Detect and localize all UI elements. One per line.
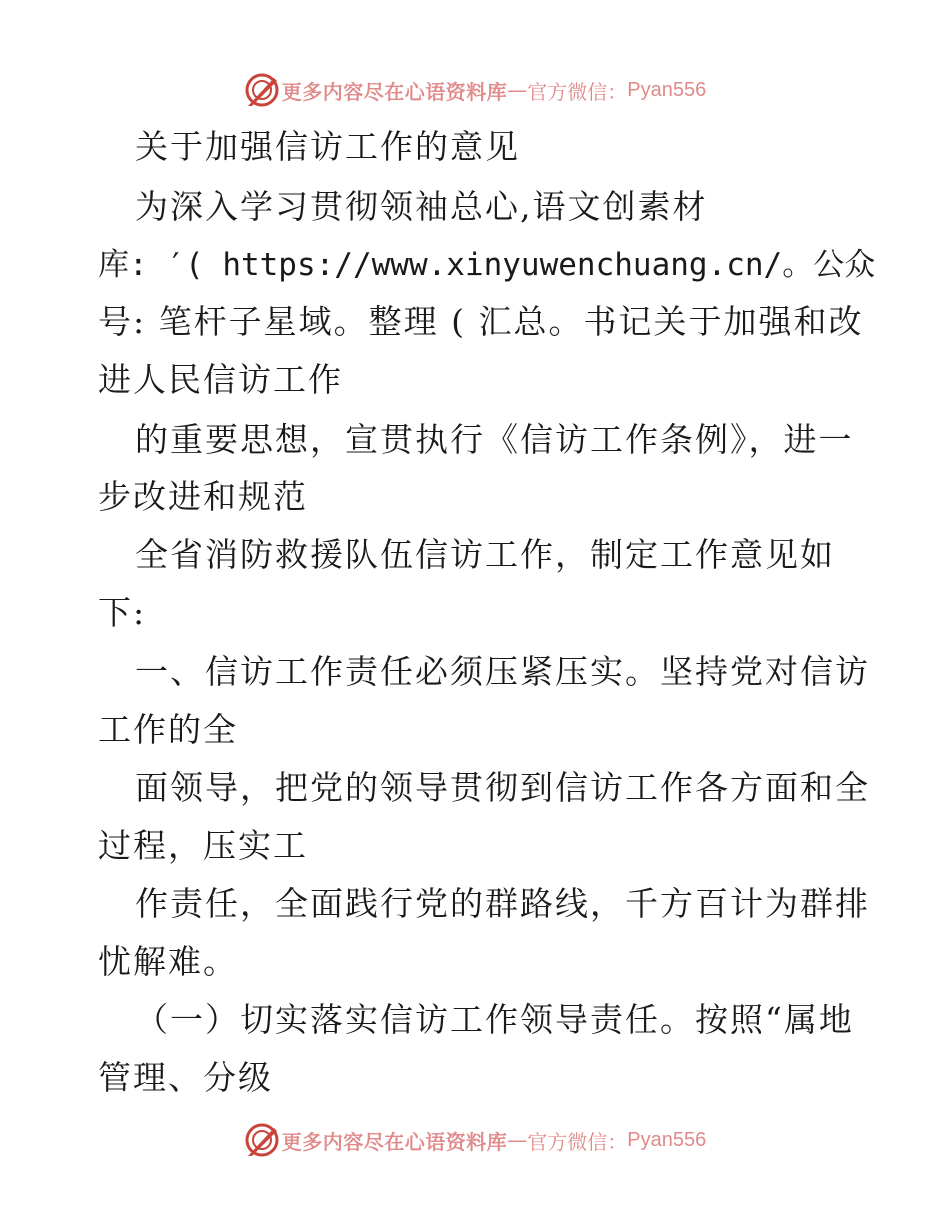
paragraph-line: 的重要思想，宣贯执行《信访工作条例》，进一 — [135, 420, 854, 459]
paragraph-line: 库: ′( https://www.xinyuwenchuang.cn/。公众 — [98, 247, 876, 283]
banner-wechat-label: 官方微信： — [527, 79, 628, 104]
subsection-heading-line: （一）切实落实信访工作领导责任。按照“属地 — [135, 1000, 854, 1039]
banner-separator: — — [507, 78, 528, 102]
paragraph-line: 管理、分级 — [98, 1058, 273, 1097]
paragraph-line: 步改进和规范 — [98, 477, 308, 516]
paragraph-line: 工作的全 — [98, 710, 238, 749]
document-title: 关于加强信访工作的意见 — [135, 127, 520, 166]
paragraph-line: 面领导，把党的领导贯彻到信访工作各方面和全 — [135, 768, 870, 807]
paragraph-line: 进人民信访工作 — [98, 360, 343, 399]
banner-separator: — — [507, 1128, 528, 1152]
paragraph-line: 全省消防救援队伍信访工作，制定工作意见如 — [135, 535, 835, 574]
banner-wechat-id: Pyan556 — [627, 1128, 707, 1151]
banner-wechat-id: Pyan556 — [627, 78, 707, 101]
paragraph-line: 下: — [98, 593, 147, 632]
paragraph-line: 为深入学习贯彻领袖总心,语文创素材 — [135, 187, 708, 226]
quill-logo-icon — [244, 1122, 280, 1158]
footer-watermark-banner — [0, 1120, 950, 1160]
banner-main-text: 更多内容尽在心语资料库 — [281, 79, 508, 104]
paragraph-line: 号: 笔杆子星域。整理 ( 汇总。书记关于加强和改 — [98, 302, 864, 341]
banner-wechat-label: 官方微信： — [527, 1129, 628, 1154]
paragraph-line: 忧解难。 — [98, 942, 238, 981]
paragraph-line: 过程，压实工 — [98, 826, 308, 865]
banner-main-text: 更多内容尽在心语资料库 — [281, 1129, 508, 1154]
paragraph-line: 作责任，全面践行党的群路线，千方百计为群排 — [135, 884, 870, 923]
section-heading-line: 一、信访工作责任必须压紧压实。坚持党对信访 — [135, 652, 870, 691]
